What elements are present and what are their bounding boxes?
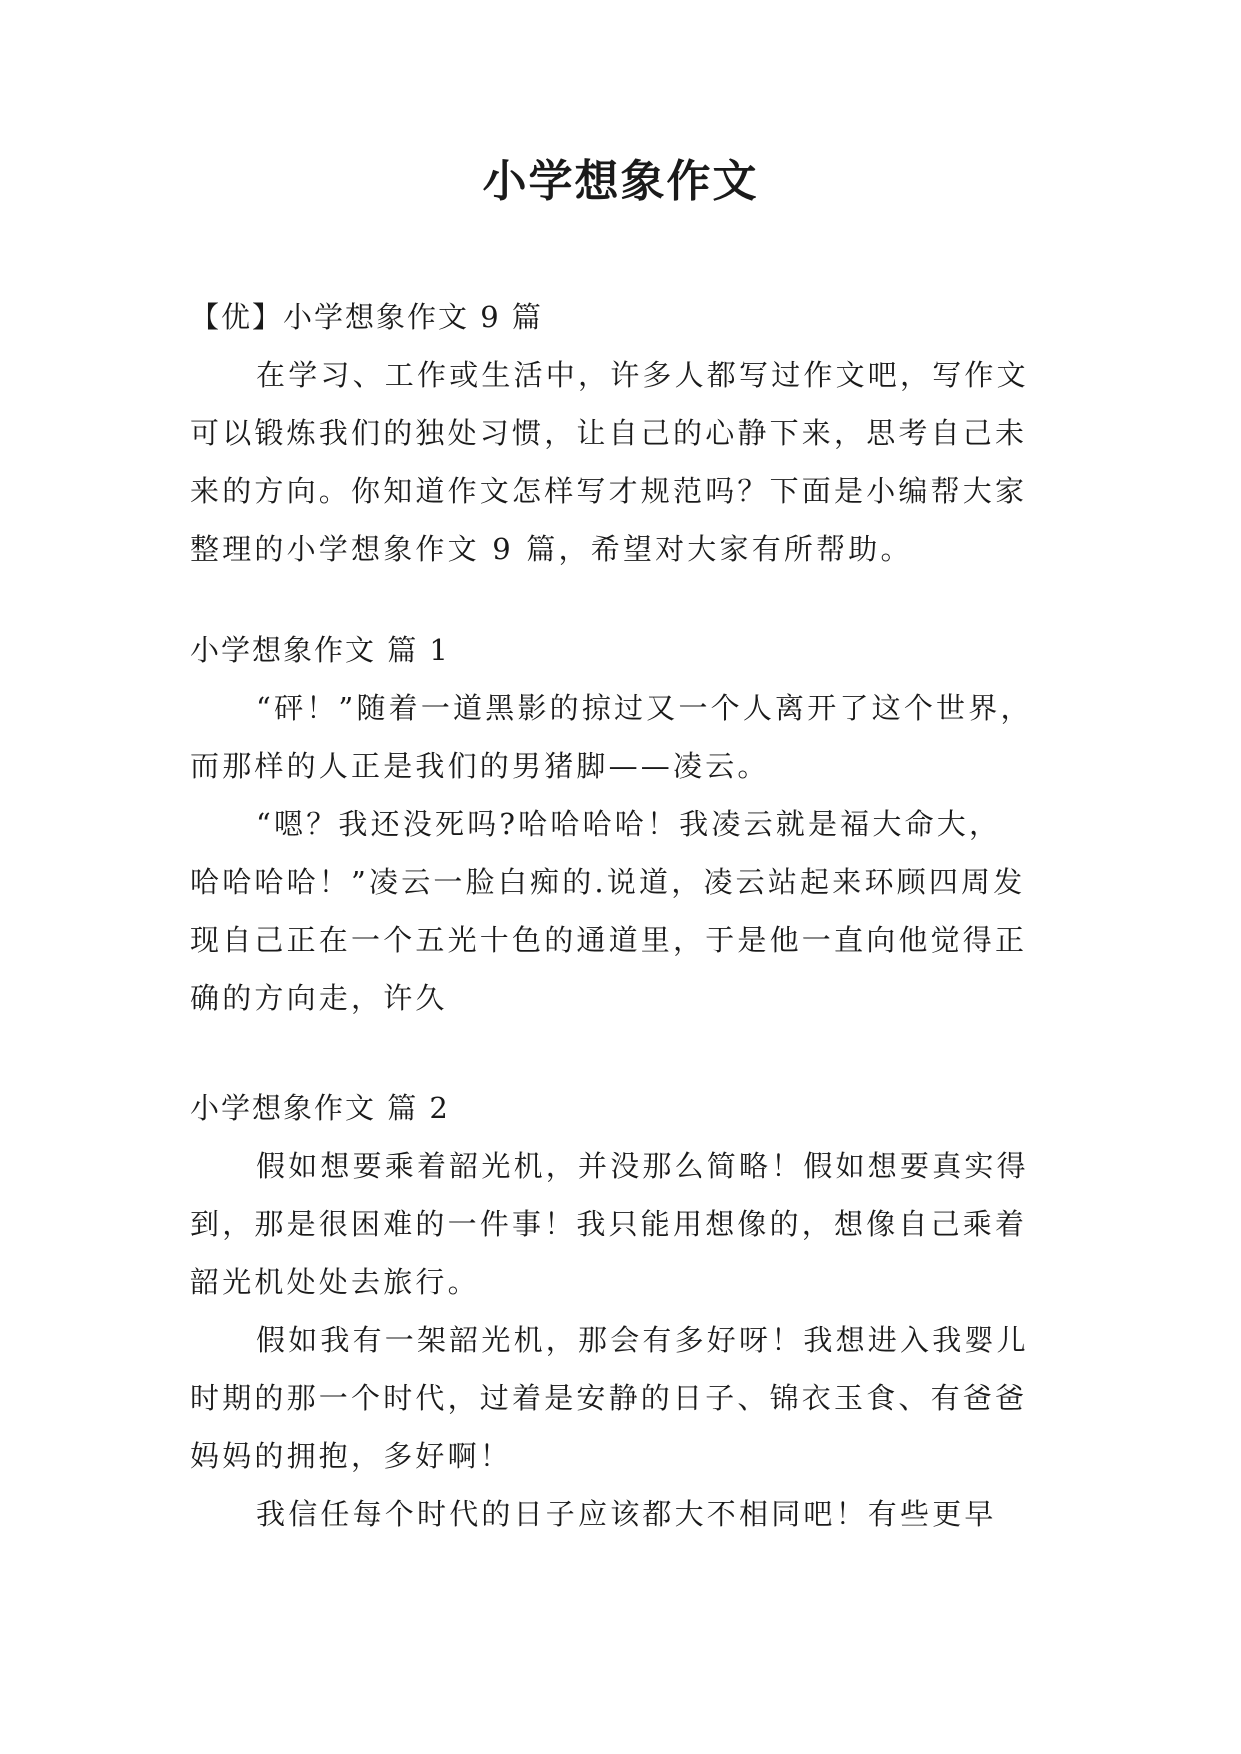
intro-line: 来的方向。你知道作文怎样写才规范吗？下面是小编帮大家 — [190, 474, 1028, 508]
section-spacer — [190, 578, 1058, 621]
paragraph-line: 时期的那一个时代，过着是安静的日子、锦衣玉食、有爸爸 — [190, 1381, 1028, 1415]
section-paragraph — [190, 1485, 1058, 1543]
section-heading: 小学想象作文 篇 2 — [190, 1091, 450, 1125]
document-body — [190, 288, 1058, 1543]
section-paragraph — [190, 679, 1058, 795]
intro-line: 可以锻炼我们的独处习惯，让自己的心静下来，思考自己未 — [190, 416, 1028, 450]
paragraph-line: 妈妈的拥抱，多好啊！ — [190, 1439, 513, 1473]
intro-line: 整理的小学想象作文 9 篇，希望对大家有所帮助。 — [190, 532, 913, 566]
intro-paragraph — [190, 346, 1058, 578]
section-paragraph — [190, 795, 1058, 1027]
section-paragraph — [190, 1137, 1058, 1311]
paragraph-line: “嗯？我还没死吗?哈哈哈哈！我凌云就是福大命大， — [256, 807, 1002, 841]
document-title: 小学想象作文 — [482, 156, 759, 207]
section-spacer — [190, 1027, 1058, 1079]
paragraph-line: 确的方向走，许久 — [190, 981, 448, 1015]
paragraph-line: “砰！”随着一道黑影的掠过又一个人离开了这个世界， — [256, 691, 1033, 725]
paragraph-line: 假如想要乘着韶光机，并没那么简略！假如想要真实得 — [256, 1149, 1029, 1183]
paragraph-line: 韶光机处处去旅行。 — [190, 1265, 480, 1299]
intro-line: 在学习、工作或生活中，许多人都写过作文吧，写作文 — [256, 358, 1029, 392]
paragraph-line: 现自己正在一个五光十色的通道里，于是他一直向他觉得正 — [190, 923, 1028, 957]
paragraph-line: 而那样的人正是我们的男猪脚——凌云。 — [190, 749, 770, 783]
paragraph-line: 哈哈哈哈！”凌云一脸白痴的.说道，凌云站起来环顾四周发 — [190, 865, 1026, 899]
paragraph-line: 我信任每个时代的日子应该都大不相同吧！有些更早 — [256, 1497, 997, 1531]
document-subtitle: 【优】小学想象作文 9 篇 — [190, 300, 543, 334]
paragraph-line: 假如我有一架韶光机，那会有多好呀！我想进入我婴儿 — [256, 1323, 1029, 1357]
essay-section-1 — [190, 621, 1058, 1027]
paragraph-line: 到，那是很困难的一件事！我只能用想像的，想像自己乘着 — [190, 1207, 1028, 1241]
section-paragraph — [190, 1311, 1058, 1485]
section-heading: 小学想象作文 篇 1 — [190, 633, 450, 667]
essay-section-2 — [190, 1079, 1058, 1543]
